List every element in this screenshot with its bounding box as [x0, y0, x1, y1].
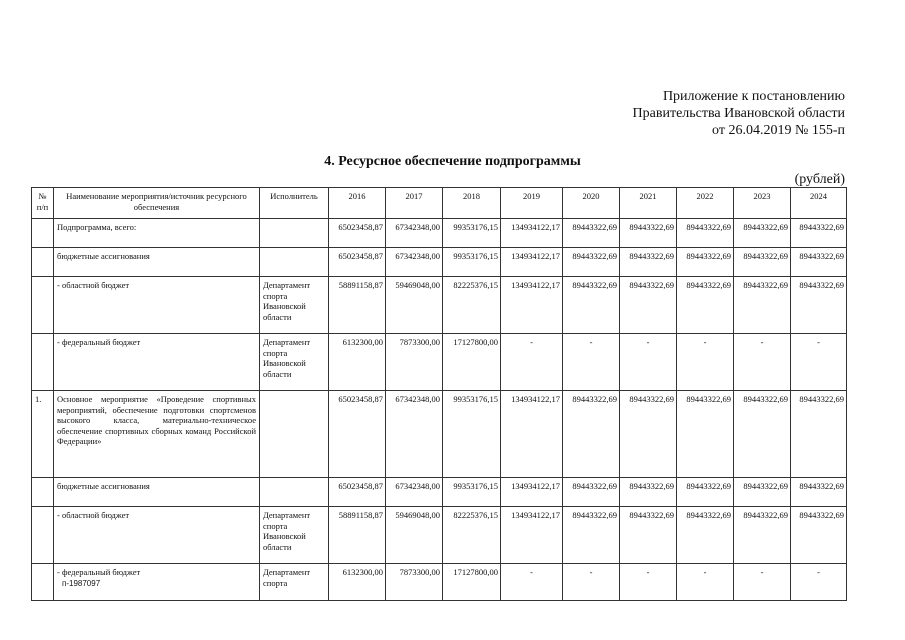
row-value-cell: -: [620, 334, 677, 391]
table-row: [32, 391, 847, 478]
row-executor-cell: [260, 478, 329, 507]
approval-line-2: Правительства Ивановской области: [632, 106, 845, 121]
table-row: [32, 507, 847, 564]
row-value-cell: 82225376,15: [443, 277, 501, 334]
row-executor-cell: Департамент спорта: [260, 564, 329, 601]
row-value-cell: 67342348,00: [386, 478, 443, 507]
row-index-cell: [32, 277, 54, 334]
row-value-cell: 82225376,15: [443, 507, 501, 564]
row-value-cell: -: [791, 564, 847, 601]
row-value-cell: 89443322,69: [734, 277, 791, 334]
row-executor-cell: Департамент спорта Ивановской области: [260, 334, 329, 391]
row-name-cell: - федеральный бюджет: [54, 334, 260, 391]
row-value-cell: 6132300,00: [329, 564, 386, 601]
header-year: 2020: [563, 188, 620, 219]
row-value-cell: 89443322,69: [677, 478, 734, 507]
row-value-cell: -: [677, 564, 734, 601]
row-value-cell: 89443322,69: [677, 277, 734, 334]
row-value-cell: 89443322,69: [791, 507, 847, 564]
row-value-cell: 67342348,00: [386, 248, 443, 277]
row-value-cell: 89443322,69: [563, 277, 620, 334]
resource-table: [31, 187, 847, 601]
header-executor: Исполнитель: [260, 188, 329, 219]
row-value-cell: 89443322,69: [563, 219, 620, 248]
header-num: № п/п: [32, 188, 54, 219]
row-value-cell: 89443322,69: [620, 507, 677, 564]
row-executor-cell: Департамент спорта Ивановской области: [260, 507, 329, 564]
row-value-cell: 89443322,69: [620, 219, 677, 248]
row-value-cell: 89443322,69: [620, 391, 677, 478]
document-code: п-1987097: [62, 579, 101, 588]
header-year: 2021: [620, 188, 677, 219]
unit-label: (рублей): [794, 172, 845, 187]
row-value-cell: 58891158,87: [329, 277, 386, 334]
row-value-cell: 89443322,69: [677, 248, 734, 277]
row-value-cell: 89443322,69: [677, 219, 734, 248]
row-value-cell: 89443322,69: [734, 248, 791, 277]
row-value-cell: 134934122,17: [501, 391, 563, 478]
row-executor-cell: [260, 391, 329, 478]
table-row: [32, 564, 847, 601]
row-index-cell: 1.: [32, 391, 54, 478]
row-value-cell: 89443322,69: [620, 248, 677, 277]
row-value-cell: 89443322,69: [791, 391, 847, 478]
table-row: [32, 248, 847, 277]
row-name-cell: бюджетные ассигнования: [54, 478, 260, 507]
row-index-cell: [32, 478, 54, 507]
row-value-cell: 65023458,87: [329, 248, 386, 277]
row-value-cell: 89443322,69: [563, 507, 620, 564]
row-executor-cell: [260, 219, 329, 248]
header-year: 2016: [329, 188, 386, 219]
row-value-cell: 67342348,00: [386, 391, 443, 478]
row-value-cell: 134934122,17: [501, 248, 563, 277]
row-value-cell: 59469048,00: [386, 507, 443, 564]
approval-line-3: от 26.04.2019 № 155-п: [712, 123, 845, 138]
row-index-cell: [32, 334, 54, 391]
row-value-cell: 65023458,87: [329, 219, 386, 248]
table-row: [32, 478, 847, 507]
row-value-cell: 7873300,00: [386, 334, 443, 391]
row-value-cell: 99353176,15: [443, 248, 501, 277]
row-executor-cell: Департамент спорта Ивановской области: [260, 277, 329, 334]
header-year: 2022: [677, 188, 734, 219]
row-value-cell: 99353176,15: [443, 391, 501, 478]
row-value-cell: 134934122,17: [501, 478, 563, 507]
row-index-cell: [32, 564, 54, 601]
row-value-cell: -: [620, 564, 677, 601]
row-value-cell: -: [677, 334, 734, 391]
row-value-cell: -: [501, 334, 563, 391]
approval-line-1: Приложение к постановлению: [662, 89, 845, 104]
row-name-cell: - федеральный бюджет: [54, 564, 260, 601]
row-value-cell: 67342348,00: [386, 219, 443, 248]
row-value-cell: 17127800,00: [443, 334, 501, 391]
row-index-cell: [32, 219, 54, 248]
row-name-cell: бюджетные ассигнования: [54, 248, 260, 277]
row-value-cell: 89443322,69: [563, 478, 620, 507]
row-value-cell: 99353176,15: [443, 478, 501, 507]
table-row: [32, 219, 847, 248]
row-value-cell: -: [734, 334, 791, 391]
row-value-cell: 89443322,69: [677, 507, 734, 564]
table-header-row: [32, 188, 847, 219]
row-name-cell: Основное мероприятие «Проведение спортивных мероприятий, обеспечение подготовки спортсменов высокого класса, материально-техническое обеспечение спортивных сборных команд Российской Федерации»: [54, 391, 260, 478]
header-year: 2019: [501, 188, 563, 219]
row-value-cell: -: [501, 564, 563, 601]
row-value-cell: 134934122,17: [501, 507, 563, 564]
row-value-cell: 99353176,15: [443, 219, 501, 248]
row-value-cell: 89443322,69: [563, 248, 620, 277]
row-value-cell: -: [563, 564, 620, 601]
row-executor-cell: [260, 248, 329, 277]
row-value-cell: 89443322,69: [620, 478, 677, 507]
row-value-cell: 134934122,17: [501, 219, 563, 248]
row-value-cell: 6132300,00: [329, 334, 386, 391]
header-year: 2018: [443, 188, 501, 219]
row-value-cell: 89443322,69: [791, 478, 847, 507]
row-value-cell: 89443322,69: [734, 219, 791, 248]
header-year: 2017: [386, 188, 443, 219]
row-index-cell: [32, 248, 54, 277]
row-value-cell: 89443322,69: [791, 248, 847, 277]
row-value-cell: 65023458,87: [329, 391, 386, 478]
table-body: [32, 219, 847, 601]
row-index-cell: [32, 507, 54, 564]
row-value-cell: 17127800,00: [443, 564, 501, 601]
row-value-cell: 89443322,69: [620, 277, 677, 334]
table-row: [32, 277, 847, 334]
row-name-cell: - областной бюджет: [54, 277, 260, 334]
row-value-cell: 89443322,69: [677, 391, 734, 478]
section-title: 4. Ресурсное обеспечение подпрограммы: [324, 154, 581, 169]
row-value-cell: -: [791, 334, 847, 391]
row-value-cell: 89443322,69: [734, 391, 791, 478]
row-value-cell: 89443322,69: [734, 507, 791, 564]
table-row: [32, 334, 847, 391]
row-value-cell: 89443322,69: [791, 219, 847, 248]
row-value-cell: 89443322,69: [791, 277, 847, 334]
row-value-cell: 58891158,87: [329, 507, 386, 564]
row-value-cell: 59469048,00: [386, 277, 443, 334]
header-name: Наименование мероприятия/источник ресурсного обеспечения: [54, 188, 260, 219]
row-value-cell: 7873300,00: [386, 564, 443, 601]
row-value-cell: 134934122,17: [501, 277, 563, 334]
row-value-cell: -: [563, 334, 620, 391]
row-value-cell: 89443322,69: [563, 391, 620, 478]
approval-block: [633, 88, 845, 139]
row-name-cell: - областной бюджет: [54, 507, 260, 564]
row-value-cell: 89443322,69: [734, 478, 791, 507]
row-name-cell: Подпрограмма, всего:: [54, 219, 260, 248]
header-year: 2023: [734, 188, 791, 219]
row-value-cell: 65023458,87: [329, 478, 386, 507]
row-value-cell: -: [734, 564, 791, 601]
header-year: 2024: [791, 188, 847, 219]
